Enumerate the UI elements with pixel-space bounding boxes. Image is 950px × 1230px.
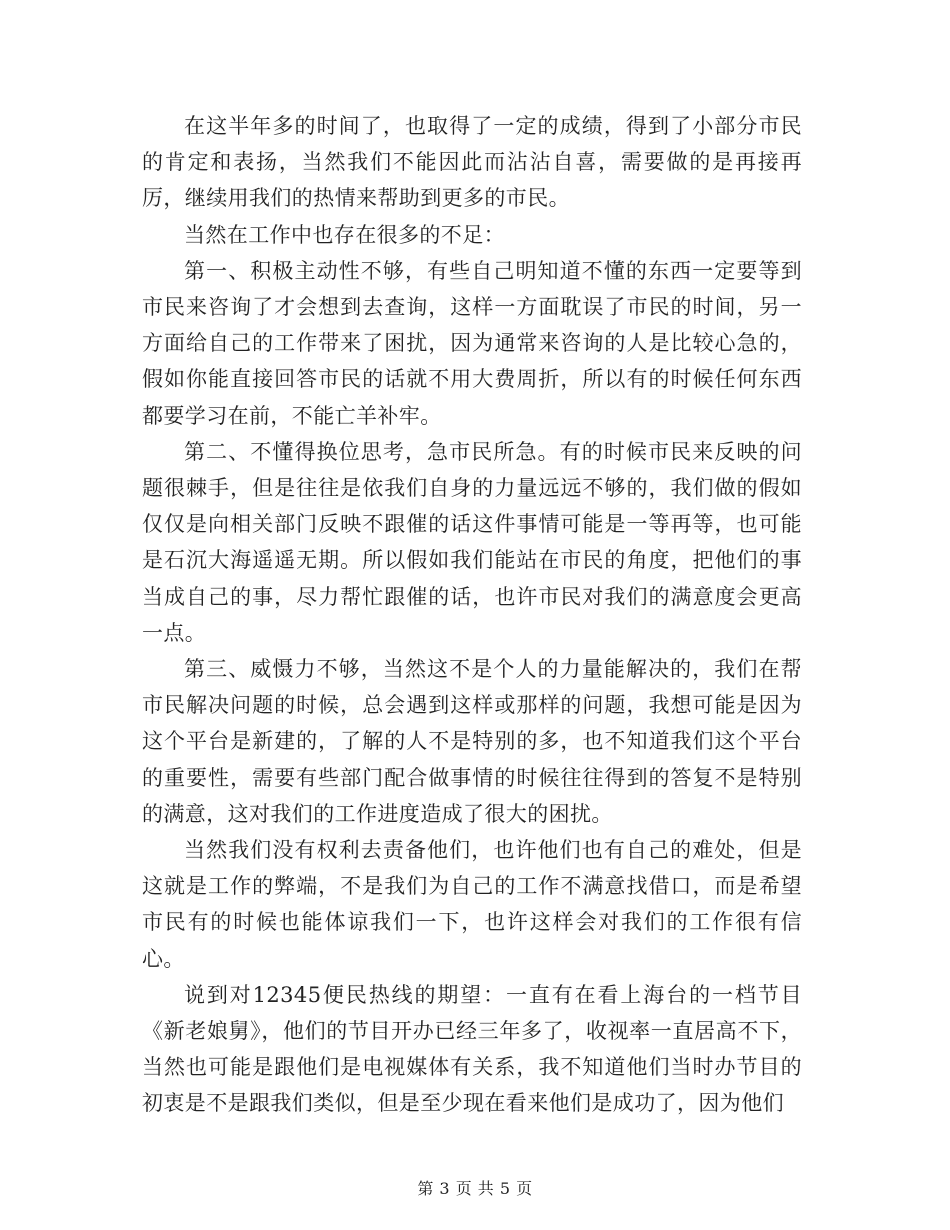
paragraph-understanding: 当然我们没有权利去责备他们，也许他们也有自己的难处，但是这就是工作的弊端，不是我们为自己的工作不满意找借口，而是希望市民有的时候也能体谅我们一下，也许这样会对我们的工作很有信心。: [142, 838, 802, 971]
paragraph-achievements: 在这半年多的时间了，也取得了一定的成绩，得到了小部分市民的肯定和表扬，当然我们不能因此而沾沾自喜，需要做的是再接再厉，继续用我们的热情来帮助到更多的市民。: [142, 114, 802, 211]
body-text: [142, 108, 802, 1122]
paragraph-point-two: 第二、不懂得换位思考，急市民所急。有的时候市民来反映的问题很棘手，但是往往是依我们自身的力量远远不够的，我们做的假如仅仅是向相关部门反映不跟催的话这件事情可能是一等再等，也可能是石沉大海遥遥无期。所以假如我们能站在市民的角度，把他们的事当成自己的事，尽力帮忙跟催的话，也许市民对我们的满意度会更高一点。: [142, 439, 802, 645]
paragraph-shortcomings-intro: 当然在工作中也存在很多的不足：: [184, 222, 505, 247]
page-number-footer: 第 3 页 共 5 页: [417, 1179, 533, 1198]
paragraph-expectations: 说到对12345便民热线的期望：一直有在看上海台的一档节目《新老娘舅》，他们的节目开办已经三年多了，收视率一直居高不下，当然也可能是跟他们是电视媒体有关系，我不知道他们当时办节目的初衷是不是跟我们类似，但是至少现在看来他们是成功了，因为他们: [142, 982, 802, 1116]
paragraph-point-one: 第一、积极主动性不够，有些自己明知道不懂的东西一定要等到市民来咨询了才会想到去查询，这样一方面耽误了市民的时间，另一方面给自己的工作带来了困扰，因为通常来咨询的人是比较心急的，假如你能直接回答市民的话就不用大费周折，所以有的时候任何东西都要学习在前，不能亡羊补牢。: [142, 258, 802, 428]
paragraph-point-three: 第三、威慑力不够，当然这不是个人的力量能解决的，我们在帮市民解决问题的时候，总会遇到这样或那样的问题，我想可能是因为这个平台是新建的，了解的人不是特别的多，也不知道我们这个平台的重要性，需要有些部门配合做事情的时候往往得到的答复不是特别的满意，这对我们的工作进度造成了很大的困扰。: [142, 657, 802, 826]
